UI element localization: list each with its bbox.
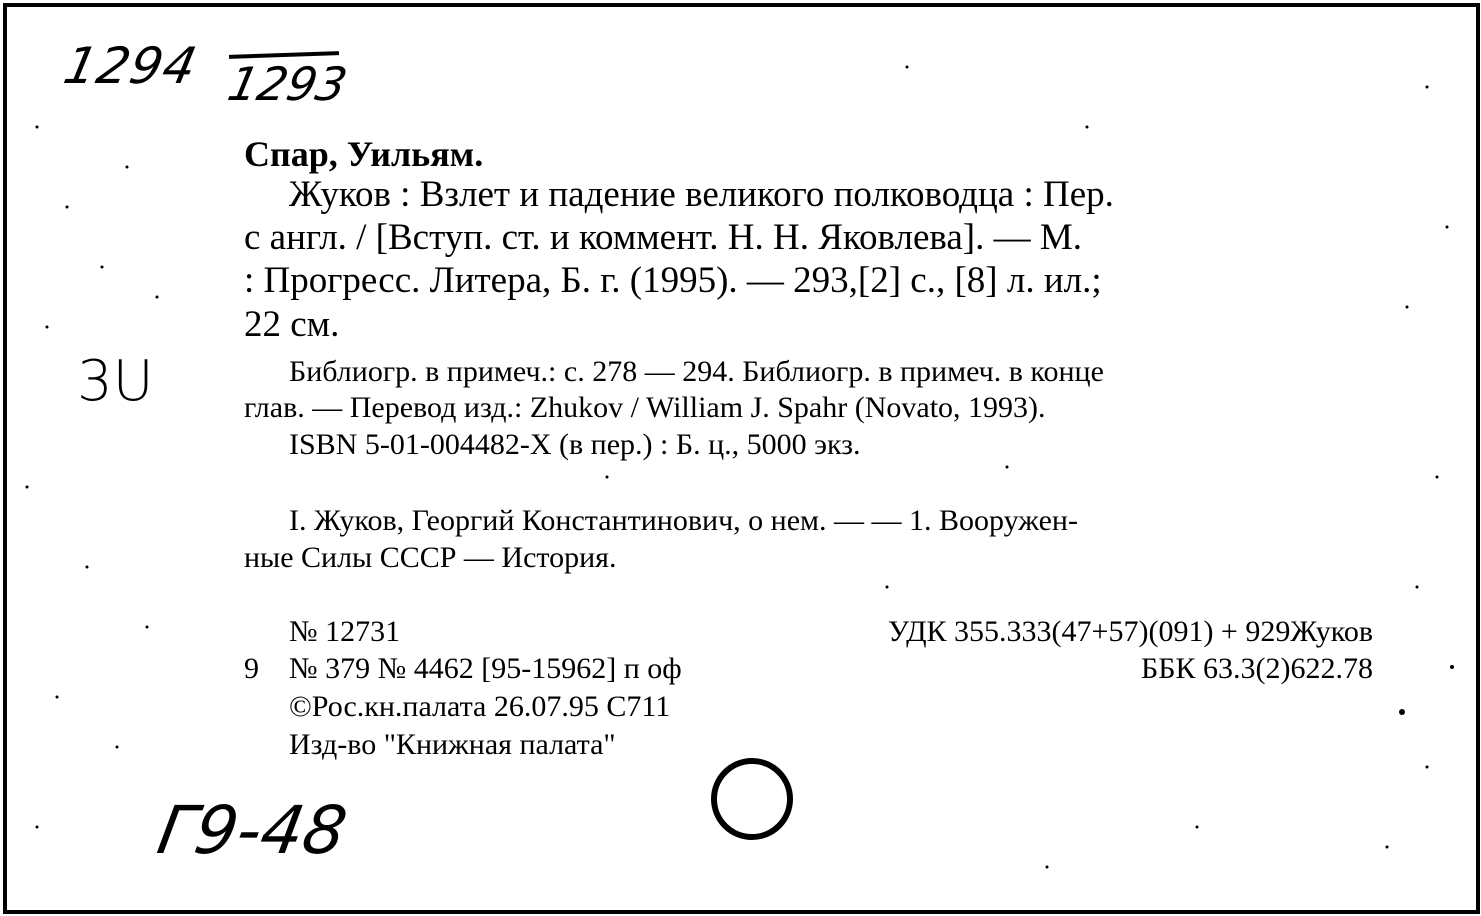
udk-classification: УДК 355.333(47+57)(091) + 929Жуков (887, 615, 1373, 648)
note-line-2: глав. — Перевод изд.: Zhukov / William J. Spahr (Novato, 1993). (244, 391, 1046, 424)
isbn-line: ISBN 5-01-004482-X (в пер.) : Б. ц., 5000 экз. (289, 428, 861, 461)
author-heading: Спар, Уильям. (244, 134, 484, 174)
title-line-2: с англ. / [Вступ. ст. и коммент. Н. Н. Яковлева]. — М. (244, 217, 1082, 258)
title-line-1: Жуков : Взлет и падение великого полководца : Пер. (289, 174, 1114, 215)
handwritten-bottom-mark: Г9-48 (152, 792, 353, 869)
batch-numbers: № 379 № 4462 [95-15962] п оф (289, 652, 682, 685)
note-line-1: Библиогр. в примеч.: с. 278 — 294. Библиогр. в примеч. в конце (289, 355, 1104, 388)
handwritten-call-number-old: 1294 (58, 37, 203, 95)
bbk-classification: ББК 63.3(2)622.78 (1141, 652, 1373, 685)
handwritten-call-number-new: 1293 (223, 57, 352, 111)
subject-line-1: I. Жуков, Георгий Константинович, о нем. — — 1. Вооружен- (289, 504, 1078, 537)
handwritten-margin-mark: 3U (77, 349, 154, 414)
shelf-digit: 9 (244, 652, 259, 685)
title-line-3: : Прогресс. Литера, Б. г. (1995). — 293,[2] с., [8] л. ил.; (244, 260, 1102, 301)
subject-line-2: ные Силы СССР — История. (244, 541, 617, 574)
publisher-line: Изд-во "Книжная палата" (289, 728, 616, 761)
catalog-card (3, 3, 1480, 914)
copyright-line: ©Рос.кн.палата 26.07.95 С711 (289, 690, 671, 723)
scan-noise-specks (7, 7, 1476, 910)
record-number: № 12731 (289, 615, 401, 648)
title-line-4: 22 см. (244, 304, 340, 345)
